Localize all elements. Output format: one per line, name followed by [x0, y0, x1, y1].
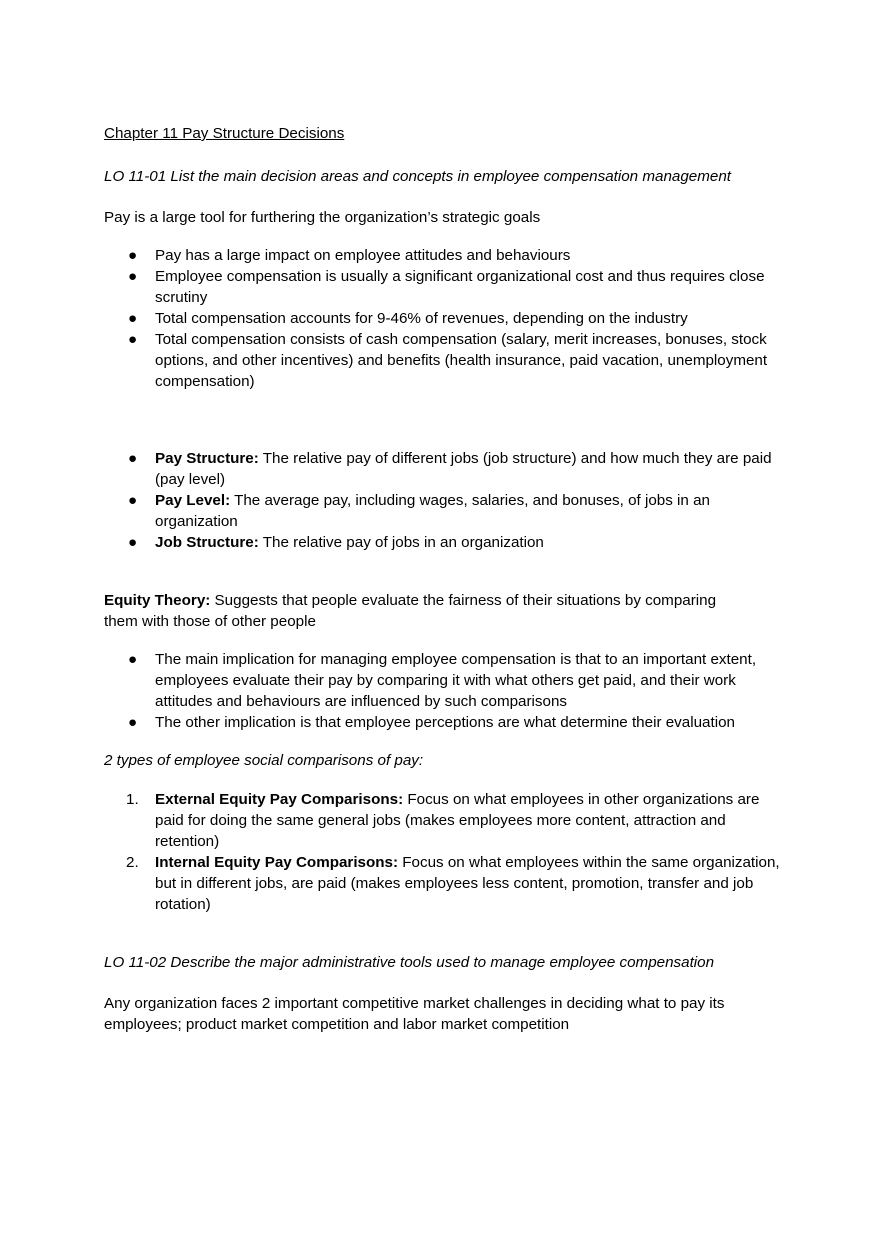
bullet-icon: ● — [128, 247, 138, 264]
list-item: ● The main implication for managing employee compensation is that to an important extent, employees evaluate their pay by comparing it with what others get paid, and their work attitudes and behaviours are influenced by such comparisons — [128, 651, 757, 710]
list-item: ● Pay Level: The average pay, including wages, salaries, and bonuses, of jobs in an organization — [128, 492, 710, 530]
list-item: ● Total compensation consists of cash compensation (salary, merit increases, bonuses, stock options, and other incentives) and benefits (health insurance, paid vacation, unemployment compensation) — [128, 331, 768, 390]
list-item: ● Total compensation accounts for 9-46% of revenues, depending on the industry — [128, 310, 688, 327]
closing-paragraph: Any organization faces 2 important competitive market challenges in deciding what to pay its employees; product market competition and labor market competition — [104, 995, 725, 1033]
list-item: ● Employee compensation is usually a significant organizational cost and thus requires close scrutiny — [128, 268, 765, 306]
learning-objective-2: LO 11-02 Describe the major administrative tools used to manage employee compensation — [104, 954, 715, 971]
list-item: ● The other implication is that employee perceptions are what determine their evaluation — [128, 714, 735, 731]
bullet-icon: ● — [128, 534, 138, 551]
bullet-icon: ● — [128, 310, 138, 327]
bullet-icon: ● — [128, 714, 138, 731]
equity-theory-paragraph: Equity Theory: Suggests that people evaluate the fairness of their situations by comparing them with those of other people — [104, 592, 717, 630]
bullet-icon: ● — [128, 492, 138, 509]
list-item: ● Job Structure: The relative pay of jobs in an organization — [128, 534, 544, 551]
bullet-list-pay — [104, 245, 784, 392]
list-item: ● Pay has a large impact on employee attitudes and behaviours — [128, 247, 571, 264]
learning-objective-1: LO 11-01 List the main decision areas and concepts in employee compensation management — [104, 168, 731, 185]
list-item: 1. External Equity Pay Comparisons: Focus on what employees in other organizations are paid for doing the same general jobs (makes employees more content, attraction and retention) — [126, 791, 760, 850]
bullet-icon: ● — [128, 331, 138, 348]
list-item: ● Pay Structure: The relative pay of different jobs (job structure) and how much they are paid (pay level) — [128, 450, 772, 488]
document-title: Chapter 11 Pay Structure Decisions — [104, 125, 345, 142]
list-item: 2. Internal Equity Pay Comparisons: Focus on what employees within the same organization, but in different jobs, are paid (makes employees less content, promotion, transfer and job rotation) — [126, 854, 780, 913]
comparison-types-heading: 2 types of employee social comparisons of pay: — [104, 752, 424, 769]
bullet-icon: ● — [128, 268, 138, 285]
intro-paragraph: Pay is a large tool for furthering the organization’s strategic goals — [104, 209, 541, 226]
bullet-icon: ● — [128, 450, 138, 467]
bullet-icon: ● — [128, 651, 138, 668]
bullet-list-definitions — [104, 448, 784, 553]
bullet-list-equity — [104, 649, 784, 733]
numbered-list-comparisons — [104, 789, 784, 915]
